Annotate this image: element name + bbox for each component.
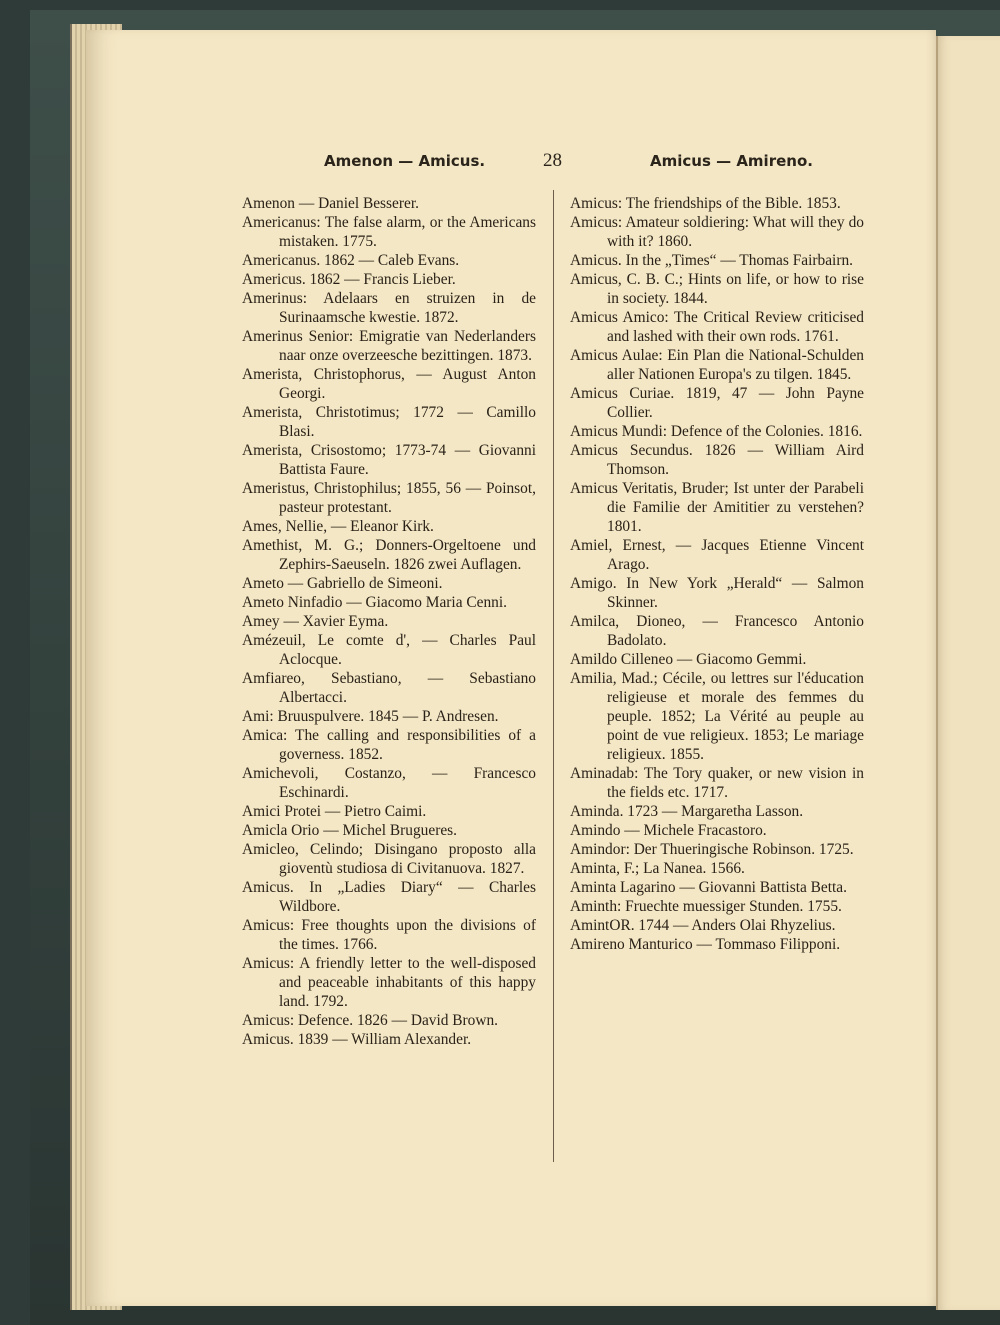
index-entry: Americanus. 1862 — Caleb Evans. <box>242 252 460 269</box>
index-entry: Amicus: Free thoughts upon the divisions of the times. 1766. <box>242 917 536 953</box>
index-entry: Americanus: The false alarm, or the Americans mistaken. 1775. <box>242 214 536 250</box>
index-entry: Amézeuil, Le comte d', — Charles Paul Aclocque. <box>242 632 536 668</box>
index-entry: Amici Protei — Pietro Caimi. <box>242 803 427 820</box>
index-entry: Amichevoli, Costanzo, — Francesco Eschinardi. <box>242 765 536 801</box>
index-entry: Amigo. In New York „Herald“ — Salmon Skinner. <box>570 575 864 611</box>
index-entry: Amicus: The friendships of the Bible. 1853. <box>570 195 841 212</box>
index-entry: Amicus, C. B. C.; Hints on life, or how to rise in society. 1844. <box>570 271 864 307</box>
index-entry: Amey — Xavier Eyma. <box>242 613 389 630</box>
column-divider <box>553 190 554 1162</box>
index-entry: Ameto Ninfadio — Giacomo Maria Cenni. <box>242 594 507 611</box>
left-column <box>242 194 536 1049</box>
index-entry: Amicus. 1839 — William Alexander. <box>242 1031 472 1048</box>
facing-page-edge <box>936 36 1000 1310</box>
index-entry: Amindo — Michele Fracastoro. <box>570 822 767 839</box>
index-entry: Amicus Veritatis, Bruder; Ist unter der Parabeli die Familie der Amititier zu verstehen? 1801. <box>570 480 864 535</box>
index-entry: Amenon — Daniel Besserer. <box>242 195 419 212</box>
index-entry: Amerista, Crisostomo; 1773-74 — Giovanni Battista Faure. <box>242 442 536 478</box>
index-entry: Amfiareo, Sebastiano, — Sebastiano Albertacci. <box>242 670 536 706</box>
running-head-right: Amicus — Amireno. <box>650 152 813 170</box>
index-entry: Ameto — Gabriello de Simeoni. <box>242 575 443 592</box>
index-entry: Amerista, Christophorus, — August Anton Georgi. <box>242 366 536 402</box>
index-entry: Amindor: Der Thueringische Robinson. 1725. <box>570 841 854 858</box>
index-entry: Ames, Nellie, — Eleanor Kirk. <box>242 518 434 535</box>
index-entry: Amica: The calling and responsibilities of a governess. 1852. <box>242 727 536 763</box>
index-entry: Amicus Aulae: Ein Plan die National-Schulden aller Nationen Europa's zu tilgen. 1845. <box>570 347 864 383</box>
index-entry: Aminth: Fruechte muessiger Stunden. 1755. <box>570 898 842 915</box>
index-entry: Amerinus Senior: Emigratie van Nederlanders naar onze overzeesche bezittingen. 1873. <box>242 328 536 364</box>
page-number: 28 <box>543 150 562 171</box>
index-entry: Amicla Orio — Michel Brugueres. <box>242 822 457 839</box>
index-entry: Ameristus, Christophilus; 1855, 56 — Poinsot, pasteur protestant. <box>242 480 536 516</box>
index-entry: Amerista, Christotimus; 1772 — Camillo Blasi. <box>242 404 536 440</box>
index-entry: Aminda. 1723 — Margaretha Lasson. <box>570 803 804 820</box>
index-entry: Amicus: A friendly letter to the well-disposed and peaceable inhabitants of this happy land. 1792. <box>242 955 536 1010</box>
index-entry: Amilia, Mad.; Cécile, ou lettres sur l'éducation religieuse et morale des femmes du peuple. 1852; La Vérité au peuple au point de vue religieux. 1853; Le mariage religieux. 1855. <box>570 670 864 763</box>
index-entry: Amicus Curiae. 1819, 47 — John Payne Collier. <box>570 385 864 421</box>
index-entry: Aminta Lagarino — Giovanni Battista Betta. <box>570 879 847 896</box>
index-entry: Amilca, Dioneo, — Francesco Antonio Badolato. <box>570 613 864 649</box>
index-entry: Ami: Bruuspulvere. 1845 — P. Andresen. <box>242 708 499 725</box>
running-head-left: Amenon — Amicus. <box>324 152 486 170</box>
index-entry: AmintOR. 1744 — Anders Olai Rhyzelius. <box>570 917 836 934</box>
index-entry: Amicleo, Celindo; Disingano proposto alla gioventù studiosa di Civitanuova. 1827. <box>242 841 536 877</box>
index-entry: Amicus Amico: The Critical Review criticised and lashed with their own rods. 1761. <box>570 309 864 345</box>
index-entry: Amireno Manturico — Tommaso Filipponi. <box>570 936 841 953</box>
index-entry: Amicus: Amateur soldiering: What will they do with it? 1860. <box>570 214 864 250</box>
index-entry: Americus. 1862 — Francis Lieber. <box>242 271 456 288</box>
index-entry: Amicus Secundus. 1826 — William Aird Thomson. <box>570 442 864 478</box>
index-entry: Amerinus: Adelaars en struizen in de Surinaamsche kwestie. 1872. <box>242 290 536 326</box>
index-entry: Amicus. In the „Times“ — Thomas Fairbairn. <box>570 252 853 269</box>
index-entry: Amildo Cilleneo — Giacomo Gemmi. <box>570 651 807 668</box>
index-entry: Amethist, M. G.; Donners-Orgeltoene und Zephirs-Saeuseln. 1826 zwei Auflagen. <box>242 537 536 573</box>
index-entry: Aminadab: The Tory quaker, or new vision in the fields etc. 1717. <box>570 765 864 801</box>
index-entry: Aminta, F.; La Nanea. 1566. <box>570 860 745 877</box>
index-entry: Amiel, Ernest, — Jacques Etienne Vincent Arago. <box>570 537 864 573</box>
index-entry: Amicus: Defence. 1826 — David Brown. <box>242 1012 499 1029</box>
index-entry: Amicus Mundi: Defence of the Colonies. 1816. <box>570 423 863 440</box>
index-entry: Amicus. In „Ladies Diary“ — Charles Wildbore. <box>242 879 536 915</box>
right-column <box>570 194 864 954</box>
